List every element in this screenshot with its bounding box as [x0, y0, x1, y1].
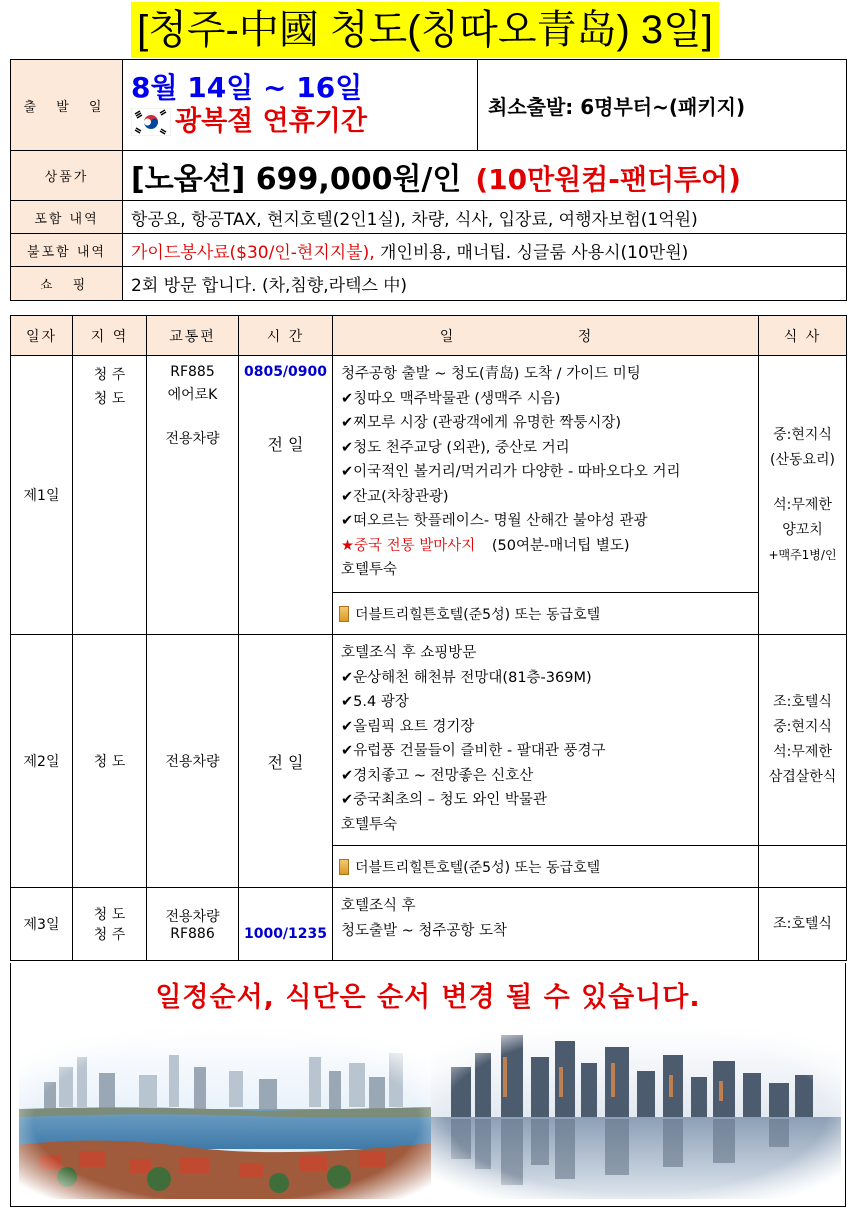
- page-title: [청주-中國 청도(칭따오青岛) 3일]: [131, 2, 719, 58]
- day1-region: [73, 356, 147, 635]
- day3-region: [73, 888, 147, 961]
- day2-schedule: [333, 635, 759, 846]
- day3-row: [11, 888, 847, 961]
- day3-region-2: 청 주: [93, 927, 126, 943]
- day1-region-2: 청 도: [93, 391, 126, 407]
- day1-allday: 전 일: [267, 435, 304, 454]
- day3-flight-time: 1000/1235: [243, 926, 328, 942]
- day1-schedule: [333, 356, 759, 593]
- day2-row: [11, 635, 847, 846]
- day1-flight: RF885: [170, 364, 215, 380]
- price-label: 상품가: [11, 151, 123, 201]
- day2-meal: [759, 635, 847, 846]
- excluded-cell: [123, 234, 847, 267]
- day2-hotel-text: 더블트리힐튼호텔(준5성) 또는 동급호텔: [355, 859, 601, 876]
- day3-schedule: [333, 888, 759, 961]
- day2-line-3: ✔5.4 광장: [341, 694, 409, 710]
- day2-meal-empty: [759, 846, 847, 888]
- city-skyline-photo: [431, 1027, 841, 1199]
- price-note: (10만원컴-팬더투어): [475, 162, 741, 196]
- shopping-label: 쇼 핑: [11, 267, 123, 301]
- day2-line-5: ✔유럽풍 건물들이 즐비한 - 팔대관 풍경구: [341, 743, 606, 759]
- itinerary-table: [10, 315, 847, 961]
- day1-line-6: ✔잔교(차창관광): [341, 488, 449, 505]
- day1-vehicle: 전용차량: [165, 431, 220, 447]
- price-cell: [123, 151, 847, 201]
- day2-meal-1: 조:호텔식: [773, 694, 832, 710]
- day1-line-1: 청주공항 출발 ~ 청도(青岛) 도착 / 가이드 미팅: [341, 366, 641, 382]
- day1-meal-4: 양꼬치: [782, 521, 823, 538]
- coastal-city-photo: [19, 1027, 433, 1199]
- day2-time: 전 일: [239, 635, 333, 888]
- day2-line-8: 호텔투숙: [341, 816, 398, 833]
- day2-line-1: 호텔조식 후 쇼핑방문: [341, 645, 477, 661]
- day1-meal-3: 석:무제한: [773, 496, 832, 513]
- day1-line-9: 호텔투숙: [341, 562, 398, 578]
- header-region: 지 역: [73, 316, 147, 356]
- header-schedule: 일 정: [333, 316, 759, 356]
- day2-region: 청 도: [73, 635, 147, 888]
- footer-area: [10, 963, 846, 1207]
- departure-label: 출 발 일: [11, 60, 123, 151]
- day2-transport: 전용차량: [147, 635, 239, 888]
- korean-flag-icon: [131, 108, 171, 136]
- day2-meal-4: 삼겹살한식: [768, 769, 837, 785]
- day1-meal-1: 중:현지식: [773, 426, 832, 443]
- day1-massage-note: (50여분-매너팁 별도): [491, 537, 630, 554]
- day2-label: 제2일: [11, 635, 73, 888]
- day1-time: [239, 356, 333, 635]
- day1-hotel-text: 더블트리힐튼호텔(준5성) 또는 동급호텔: [355, 606, 601, 623]
- day3-label: 제3일: [11, 888, 73, 961]
- hotel-icon: [339, 606, 349, 622]
- day1-line-2: ✔칭따오 맥주박물관 (생맥주 시음): [341, 390, 561, 407]
- header-day: 일자: [11, 316, 73, 356]
- excluded-label: 불포함 내역: [11, 234, 123, 267]
- header-meal: 식 사: [759, 316, 847, 356]
- min-departure: 최소출발: 6명부터~(패키지): [478, 60, 847, 151]
- notice-text: 일정순서, 식단은 순서 변경 될 수 있습니다.: [155, 982, 701, 1013]
- day1-meal-2: (산동요리): [769, 451, 836, 468]
- day3-vehicle: 전용차량: [165, 909, 220, 925]
- holiday-text: 광복절 연휴기간: [175, 106, 367, 137]
- day2-line-4: ✔올림픽 요트 경기장: [341, 718, 475, 735]
- day2-meal-3: 석:무제한: [773, 744, 832, 760]
- included-label: 포함 내역: [11, 201, 123, 234]
- day1-airline: 에어로K: [167, 387, 218, 403]
- day1-region-1: 청 주: [93, 367, 126, 383]
- holiday-row: [131, 105, 477, 139]
- day3-transport: [147, 888, 239, 961]
- day2-meal-2: 중:현지식: [773, 719, 832, 735]
- day3-line-1: 호텔조식 후: [341, 898, 416, 914]
- day2-line-6: ✔경치좋고 ~ 전망좋은 신호산: [341, 767, 534, 784]
- included-value: 항공요, 항공TAX, 현지호텔(2인1실), 차량, 식사, 입장료, 여행자보험(1억원): [123, 201, 847, 234]
- day3-meal: 조:호텔식: [759, 888, 847, 961]
- hotel-icon: [339, 859, 349, 875]
- day1-massage: ★중국 전통 발마사지: [341, 537, 476, 554]
- day3-line-2: 청도출발 ~ 청주공항 도착: [341, 922, 508, 939]
- day2-line-2: ✔운상해천 해천뷰 전망대(81층-369M): [341, 669, 592, 686]
- departure-date: 8월 14일 ~ 16일: [131, 71, 363, 104]
- day1-line-8: [341, 534, 750, 559]
- day1-meal: [759, 356, 847, 635]
- departure-cell: [123, 60, 478, 151]
- day3-region-1: 청 도: [93, 907, 126, 923]
- day1-meal-5: +맥주1병/인: [768, 547, 837, 562]
- day1-line-5: ✔이국적인 볼거리/먹거리가 다양한 - 따바오다오 거리: [341, 464, 681, 480]
- day3-time: [239, 888, 333, 961]
- day2-hotel: [333, 846, 759, 888]
- day1-label: 제1일: [11, 356, 73, 635]
- header-time: 시 간: [239, 316, 333, 356]
- day1-row: [11, 356, 847, 593]
- info-table: [10, 59, 847, 301]
- day1-line-7: ✔떠오르는 핫플레이스- 명월 산해간 불야성 관광: [341, 513, 648, 529]
- header-transport: 교통편: [147, 316, 239, 356]
- price-value: [노옵션] 699,000원/인: [131, 161, 462, 197]
- title-area: [0, 0, 850, 60]
- day1-hotel: [333, 593, 759, 635]
- excluded-rest: 개인비용, 매너팁. 싱글룸 사용시(10만원): [380, 242, 689, 263]
- shopping-value: 2회 방문 합니다. (차,침향,라텍스 中): [123, 267, 847, 301]
- day2-line-7: ✔중국최초의 – 청도 와인 박물관: [341, 792, 547, 808]
- day3-flight: RF886: [170, 926, 215, 942]
- day1-transport: [147, 356, 239, 635]
- day1-line-4: ✔청도 천주교당 (외관), 중산로 거리: [341, 439, 570, 456]
- excluded-red: 가이드봉사료($30/인-현지지불),: [131, 242, 375, 263]
- day1-line-3: ✔찌모루 시장 (관광객에게 유명한 짝퉁시장): [341, 415, 622, 431]
- day1-flight-time: 0805/0900: [243, 364, 328, 380]
